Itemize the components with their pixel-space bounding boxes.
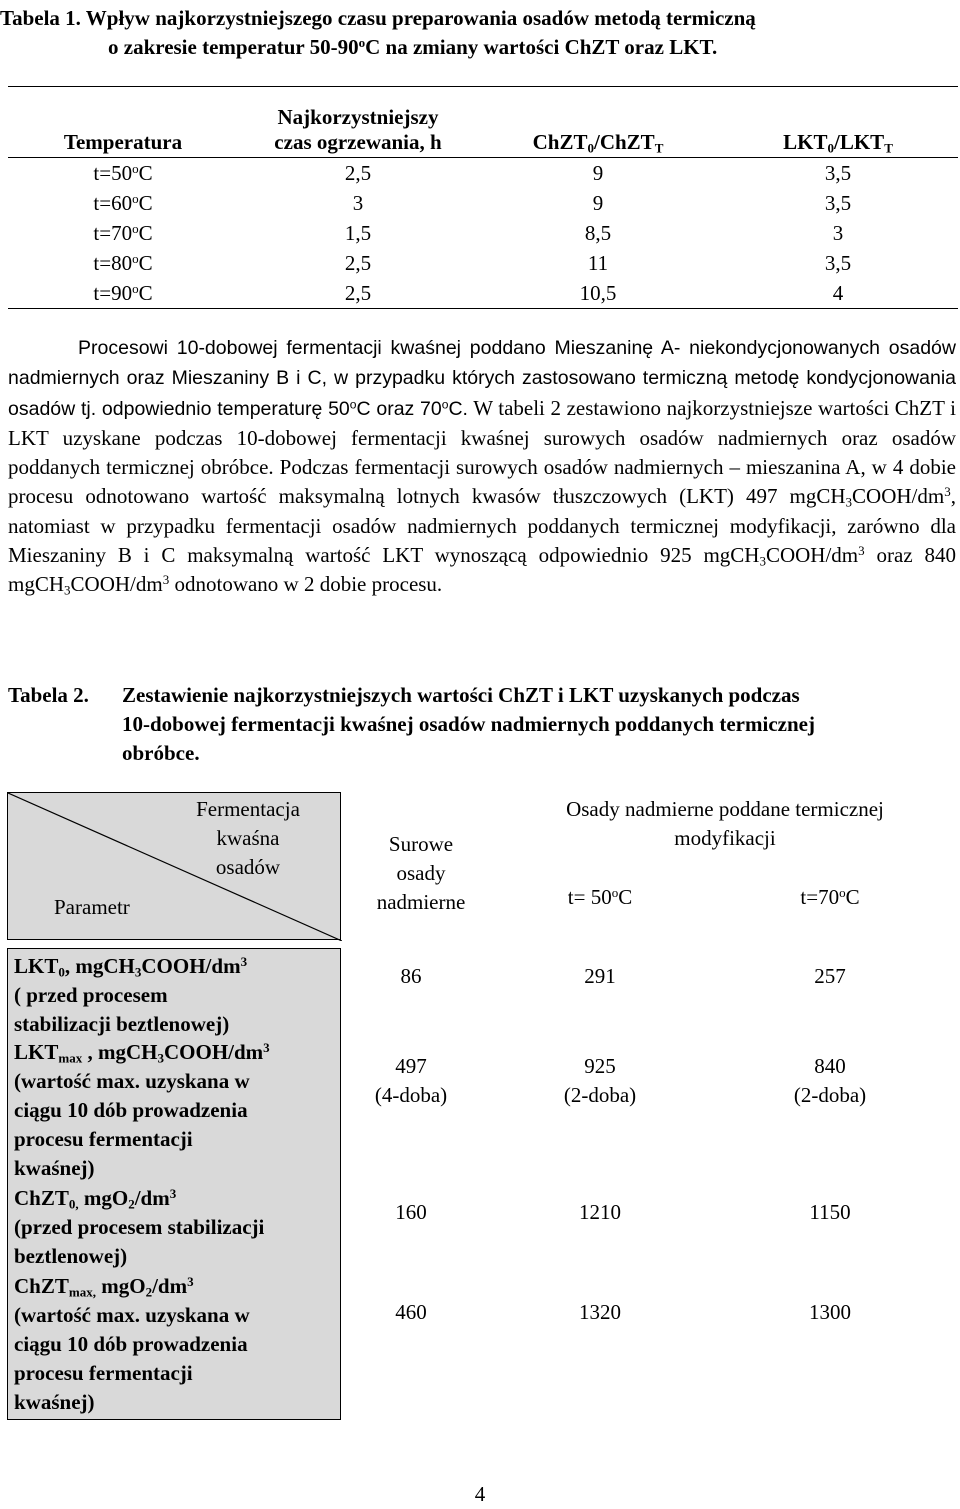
table1-caption: [0, 4, 960, 62]
table2-caption: Tabela 2. Zestawienie najkorzystniejszych wartości ChZT i LKT uzyskanych podczas 10-dobowej fermentacji kwaśnej osadów nadmiernych poddanych termicznej obróbce.: [8, 683, 815, 765]
table1-header-lkt: $LKT_0/LKT_T$: [718, 87, 958, 158]
table2-cell: 1320: [579, 1300, 621, 1324]
table2-header-param-cell: Fermentacja kwaśna osadów Parametr: [7, 792, 341, 940]
table2-cell: 460: [395, 1300, 427, 1324]
table1-header-row: [8, 87, 958, 158]
table2-cell: 1300: [809, 1300, 851, 1324]
table2-cell: 1150: [809, 1200, 851, 1224]
table-row: $LKT_0$, $mgCH_3COOH/dm^3$ ( przed procesem stabilizacji beztlenowej): [14, 953, 248, 1036]
table2-cell: 160: [395, 1200, 427, 1224]
table-row: $LKT_{max}$ , $mgCH_3COOH/dm^3$ (wartość max. uzyskana w ciągu 10 dób prowadzenia procesu fermentacji kwaśnej): [14, 1039, 270, 1180]
page-number: 4: [474, 1482, 486, 1506]
table-row: $t=80^oC$ 2,5 11 3,5: [93, 250, 852, 275]
table2-cell: 1210: [579, 1200, 621, 1224]
table-row: $t=90^oC$ 2,5 10,5 4: [8, 278, 958, 309]
table1-header-time: Najkorzystniejszy czas ogrzewania, h: [238, 87, 478, 158]
table2-cell: 840 (2-doba): [793, 1054, 867, 1107]
table2-header-thermal: Osady nadmierne poddane termicznej modyfikacji: [566, 797, 884, 850]
table-row: ChZT$_{0,}$ $mgO_2/dm^3$ (przed procesem stabilizacji beztlenowej): [14, 1185, 265, 1268]
table-row: $t=60^oC$ 3 9 3,5: [93, 190, 852, 215]
table1: [8, 86, 958, 309]
table2-cell: 257: [814, 964, 846, 988]
table2-cell: 86: [400, 964, 422, 988]
table2-cell: 291: [584, 964, 616, 988]
table1-header-chzt: ChZT$_0$/ChZT$_T$: [478, 87, 718, 158]
table-row: $t=70^oC$ 1,5 8,5 3: [93, 220, 844, 245]
table2-cell: 925 (2-doba): [563, 1054, 637, 1107]
table2-header-t50: $t= 50^oC$: [567, 884, 633, 909]
table-row: ChZT$_{max,}$ $mgO_2/dm^3$ (wartość max. uzyskana w ciągu 10 dób prowadzenia procesu fermentacji kwaśnej): [14, 1273, 250, 1414]
table2-cell: 497 (4-doba): [374, 1054, 448, 1107]
table2-header-raw: Surowe osady nadmierne: [376, 832, 466, 914]
table2-header-t70: $t=70^oC$: [800, 884, 860, 909]
body-paragraph: Procesowi 10-dobowej fermentacji kwaśnej poddano Mieszaninę A- niekondycjonowanych osadów nadmiernych oraz Mieszaniny B i C, w przypadku których zastosowano termiczną metodę kondycjonowania osadów tj. odpowiednio temperaturę 50$^o$C oraz 70$^o$C. W tabeli 2 zestawiono najkorzystniejsze wartości ChZT i LKT uzyskane podczas 10-dobowej fermentacji kwaśnej surowych osadów nadmiernych oraz osadów poddanych termicznej obróbce. Podczas fermentacji surowych osadów nadmiernych – mieszanina A, w 4 dobie procesu odnotowano wartość maksymalną lotnych kwasów tłuszczowych (LKT) 497 $mgCH_3COOH/dm^3$, natomiast w przypadku fermentacji osadów nadmiernych poddanych termicznej modyfikacji, zarówno dla Mieszaniny B i C maksymalną wartość LKT wynoszącą odpowiednio 925 $mgCH_3COOH/dm^3$ oraz 840 $mgCH_3COOH/dm^3$ odnotowano w 2 dobie procesu.: [8, 337, 956, 598]
table1-caption-line1: Tabela 1. Wpływ najkorzystniejszego czasu preparowania osadów metodą termiczną: [0, 6, 756, 30]
table-row: $t=50^oC$ 2,5 9 3,5: [93, 160, 852, 185]
table1-header-temperature: Temperatura: [8, 87, 238, 158]
table1-caption-line2: o zakresie temperatur 50-90$^o$C na zmiany wartości ChZT oraz LKT.: [108, 34, 718, 59]
